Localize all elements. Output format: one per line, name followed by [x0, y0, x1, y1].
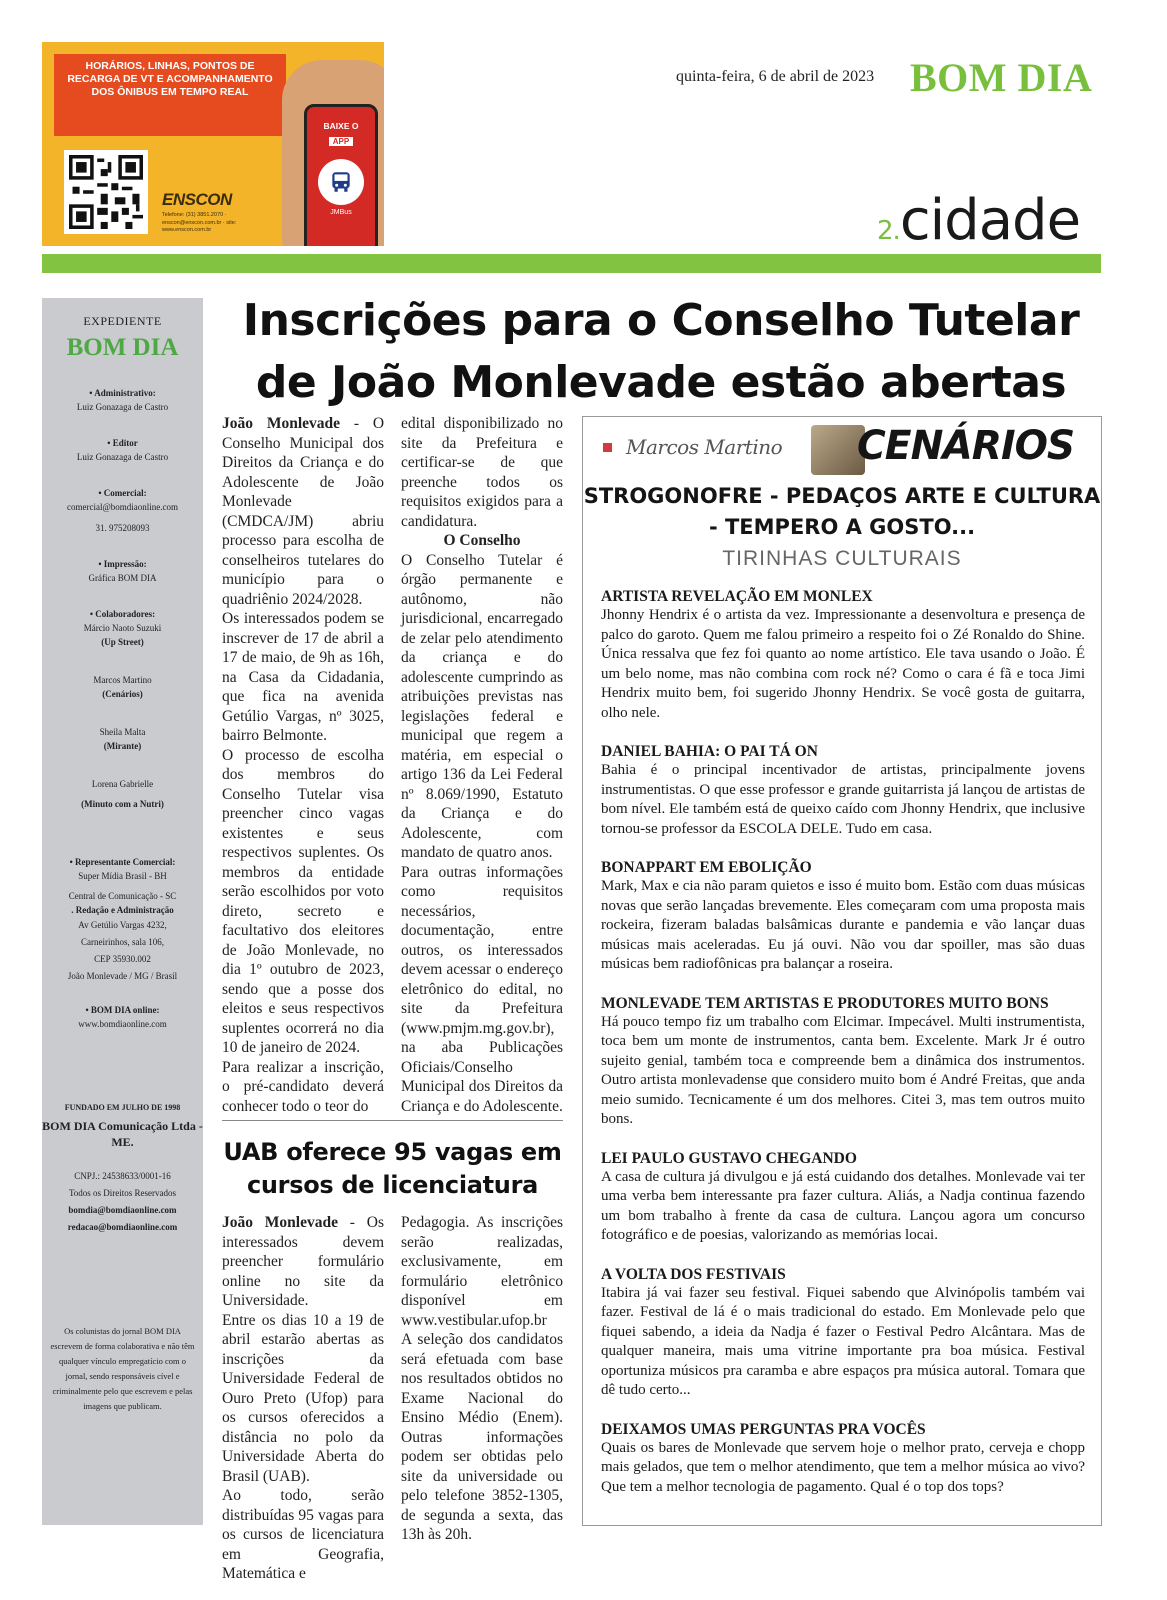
- rep-value: Super Mídia Brasil - BH: [78, 871, 167, 881]
- article1-column-2: [401, 414, 563, 1116]
- staff-label: • Comercial:: [98, 488, 147, 498]
- staff-label: • Editor: [107, 438, 138, 448]
- newspaper-brand: BOM DIA: [910, 55, 1093, 100]
- paragraph-text: - O Conselho Municipal dos Direitos da Criança e do Adolescente de João Monlevade (CMDCA/JM) abriu processo para escolha de conselheiros tutelares do município para o quadriênio 2024/2028.: [222, 415, 385, 608]
- section-heading: DEIXAMOS UMAS PERGUNTAS PRA VOCÊS: [601, 1420, 926, 1438]
- article1-paragraph: O Conselho Tutelar é órgão permanente e autônomo, não jurisdicional, encarregado de zelar pelo atendimento da criança e do adolescente cumprindo as atribuições previstas nas legislações federal e municipal que regem a matéria, em especial o artigo 136 da Lei Federal nº 8.069/1990, Estatuto da Criança e do Adolescente, com mandato de quatro anos.: [401, 551, 563, 861]
- section-heading: DANIEL BAHIA: O PAI TÁ ON: [601, 743, 818, 760]
- address-block: [42, 917, 203, 985]
- staff-label: • Administrativo:: [89, 388, 156, 398]
- ad-brand-logo: ENSCON: [162, 190, 232, 209]
- section-text: Jhonny Hendrix é o artista da vez. Impressionante a desenvoltura e presença de palco do garoto. Quem me falou primeiro a respeito foi o Zé Ronaldo do Shine. Única ressalva que fez foi quanto ao nome artístico. Ele tava usando o João. É um belo nome, mas não combina com rock né? Como o cara é fã e toca Jimi Hendrix muito bem, foi sugerido Jhonny Hendrix. Se você gosta de guitarra, olho nele.: [601, 607, 1085, 721]
- article2-paragraph: A seleção dos candidatos será efetuada com base nos resultados obtidos no Exame Nacional do Ensino Médio (Enem). Outras informações podem ser obtidas pelo site da universidade ou pelo telefone 3852-1305, de segunda a sexta, das 13h às 20h.: [401, 1331, 563, 1543]
- expediente-sidebar: [42, 298, 203, 1525]
- rights: Todos os Direitos Reservados: [68, 1188, 177, 1198]
- article-divider: [222, 1120, 563, 1121]
- article1-paragraph: O processo de escolha dos membros do Conselho Tutelar visa preencher cinco vagas existentes e seus respectivos suplentes. Os membros da entidade serão escolhidos por voto direto, secreto e facultativo dos eleitores de João Monlevade, no dia 1º outubro de 2023, sendo que a posse dos eleitos e seus respectivos suplentes ocorrerá no dia 10 de janeiro de 2024.: [222, 746, 384, 1056]
- column-section: [601, 858, 1085, 975]
- expediente-label: EXPEDIENTE: [83, 314, 162, 328]
- website-link[interactable]: www.bomdiaonline.com: [78, 1019, 167, 1029]
- secondary-headline: UAB oferece 95 vagas em cursos de licenciatura: [223, 1138, 562, 1199]
- address-line: Carneirinhos, sala 106,: [81, 937, 164, 947]
- article1-paragraph: Para outras informações como requisitos necessários, documentação, entre outros, os interessados devem acessar o endereço eletrônico do edital, no site da Prefeitura (www.pmjm.mg.gov.br), na aba Publicações Oficiais/Conselho Municipal dos Direitos da Criança e do Adolescente.: [401, 863, 563, 1115]
- collaborators-label: • Colaboradores:: [89, 609, 156, 619]
- staff-commercial: [42, 486, 203, 535]
- bus-icon: [318, 159, 364, 205]
- qr-code-icon: [64, 150, 148, 234]
- app-name: JMBus: [330, 209, 352, 216]
- collaborators-block: [42, 607, 203, 811]
- collaborator-name: Márcio Naoto Suzuki: [83, 623, 162, 633]
- section-title: [877, 188, 1080, 253]
- column-body: [601, 585, 1085, 1516]
- staff-admin: [42, 386, 203, 414]
- commercial-phone: 31. 975208093: [95, 523, 150, 533]
- column-headline: STROGONOFRE - PEDAÇOS ARTE E CULTURA - TEMPERO A GOSTO...: [583, 484, 1101, 539]
- rep-value: Central de Comunicação - SC: [68, 891, 177, 901]
- dateline: João Monlevade: [222, 1214, 338, 1231]
- header-divider-bar: [42, 254, 1101, 273]
- section-heading: A VOLTA DOS FESTIVAIS: [601, 1265, 786, 1283]
- sidebar-brand: BOM DIA: [66, 334, 179, 361]
- legal-block: [42, 1168, 203, 1236]
- column-section: [601, 1265, 1085, 1401]
- staff-value: Gráfica BOM DIA: [88, 573, 157, 583]
- phone-app-label: APP: [329, 137, 353, 146]
- column-title: CENÁRIOS: [857, 423, 1075, 469]
- article1-paragraph: Para realizar a inscrição, o pré-candidato deverá conhecer todo o teor do: [222, 1058, 384, 1115]
- article2-paragraph: Entre os dias 10 a 19 de abril estarão abertas as inscrições da Universidade Federal de Ouro Preto (Ufop) para os cursos oferecidos a distância no polo da Universidade Aberta do Brasil (UAB).: [222, 1311, 384, 1485]
- section-heading: MONLEVADE TEM ARTISTAS E PRODUTORES MUITO BONS: [601, 994, 1049, 1012]
- article2-paragraph: Ao todo, serão distribuídas 95 vagas para os cursos de licenciatura em Geografia, Matemática e: [222, 1487, 384, 1582]
- phone-illustration: [304, 104, 378, 246]
- article1-paragraph: [222, 414, 384, 609]
- collaborator-column: (Mirante): [103, 741, 142, 751]
- phone-cta: BAIXE O: [323, 121, 359, 131]
- section-text: Há pouco tempo fiz um trabalho com Elcimar. Impecável. Multi instrumentista, toca bem um monte de instrumentos, canta bem. Excelente. Mark Jr é outro sujeito genial, também toca e compreende bem a dinâmica dos instrumentos. Outro artista monlevadense que considero muito bom é André Freitas, que anda meio sumido. Tecnicamente é um dos melhores. Citei 3, mas tem outros muito bons.: [601, 1013, 1085, 1127]
- address-line: João Monlevade / MG / Brasil: [67, 971, 178, 981]
- address-line: CEP 35930.002: [94, 954, 151, 964]
- article2-paragraph: [222, 1213, 384, 1311]
- address-line: Av Getúlio Vargas 4232,: [78, 920, 167, 930]
- online-block: [42, 1003, 203, 1031]
- staff-editor: [42, 436, 203, 464]
- collaborator-column: (Minuto com a Nutri): [81, 799, 164, 809]
- email-link[interactable]: redacao@bomdiaonline.com: [67, 1222, 178, 1232]
- section-text: Itabira já vai fazer seu festival. Fiquei sabendo que Alvinópolis também vai fazer. Festival de lá é o mais tradicional do estado. Em Monlevade pelo que fiquei sabendo, a ideia da Nadja é fazer o Festival Pedro Alcântara. Mas de qualquer maneira, mais uma vitrine importante pra boa música. Festival oportuniza músicos pra caramba e abre espaços pra música autoral. Tomara que dê tudo certo...: [601, 1284, 1085, 1398]
- advertisement[interactable]: [42, 42, 384, 246]
- section-text: Bahia é o principal incentivador de artistas, principalmente jovens instrumentistas. O que esse professor e grande guitarrista já lançou de artistas de bom nível. Ele também está de queixo caído com Jhonny Hendrix, que inclusive tornou-se professor da ESCOLA DELE. Tudo em casa.: [601, 762, 1085, 837]
- cnpj: CNPJ.: 24538633/0001-16: [74, 1171, 171, 1181]
- column-section: [601, 1420, 1085, 1498]
- column-section: [601, 587, 1085, 723]
- staff-value: Luiz Gonazaga de Castro: [76, 402, 169, 412]
- article2-column-2: [401, 1213, 563, 1545]
- article2-paragraph-continued: Pedagogia. As inscrições serão realizadas, exclusivamente, em formulário eletrônico disponível em www.vestibular.ufop.br: [401, 1214, 563, 1329]
- redacao-label: . Redação e Administração: [71, 905, 174, 915]
- paragraph-text: - Os interessados devem preencher formulário online no site da Universidade.: [222, 1214, 385, 1309]
- staff-label: • Impressão:: [98, 559, 147, 569]
- section-number: 2.: [877, 216, 900, 246]
- collaborator-column: (Cenários): [102, 689, 143, 699]
- founded-label: FUNDADO EM JULHO DE 1998: [64, 1103, 181, 1112]
- disclaimer-note: Os colunistas do jornal BOM DIA escrevem de forma colaborativa e não têm qualquer vínculo empregatício com o jornal, sendo responsáveis cível e criminalmente pelo que escrevem e pelas imagens que publicam.: [50, 1326, 195, 1411]
- issue-date: quinta-feira, 6 de abril de 2023: [676, 68, 875, 85]
- staff-print: [42, 557, 203, 585]
- staff-value: Luiz Gonazaga de Castro: [76, 452, 169, 462]
- email-link[interactable]: bomdia@bomdiaonline.com: [68, 1205, 177, 1215]
- collaborator-name: Sheila Malta: [99, 727, 146, 737]
- collaborator-name: Marcos Martino: [93, 675, 152, 685]
- collaborator-name: Lorena Gabrielle: [91, 779, 154, 789]
- section-name: cidade: [899, 188, 1081, 253]
- column-author-block: [603, 435, 782, 459]
- online-label: • BOM DIA online:: [85, 1005, 160, 1015]
- section-text: Mark, Max e cia não param quietos e isso é muito bom. Estão com duas músicas novas que serão lançadas brevemente. Eles começaram com uma proposta mais rockeira, fizeram baladas balsâmicas durante e pandemia e vão lançar duas músicas mais aceleradas. Eu já ouvi. Não vou dar spoiller, mas são duas músicas bem radiofônicas pra balançar a roseira.: [601, 878, 1085, 972]
- article1-column-1: [222, 414, 384, 1116]
- column-author: Marcos Martino: [626, 435, 783, 459]
- section-text: A casa de cultura já divulgou e já está cuidando dos detalhes. Monlevade vai ter uma verba bem interessante pra fazer cultura. Aliás, a Nadja continua fazendo um bom trabalho à frente da casa de cultura. Lançou agora um concurso fotográfico e de poesias, valorizando as memórias locai.: [601, 1168, 1085, 1243]
- ad-contact-text: Telefone: (31) 3851.2070 · enscon@enscon.com.br · site: www.enscon.com.br: [162, 212, 237, 233]
- bullet-square-icon: [603, 443, 612, 452]
- section-heading: ARTISTA REVELAÇÃO EM MONLEX: [601, 588, 873, 605]
- commercial-email[interactable]: comercial@bomdiaonline.com: [66, 502, 178, 512]
- article2-column-1: [222, 1213, 384, 1584]
- section-text: Quais os bares de Monlevade que servem hoje o melhor prato, cerveja e chopp mais gelados, que tem o melhor atendimento, que tem a melhor música ao vivo? Que tem a melhor tecnologia de pagamento. Qual é o top dos tops?: [601, 1439, 1085, 1495]
- article1-paragraph: Os interessados podem se inscrever de 17 de abril a 17 de maio, de 9h as 16h, na Casa da Cidadania, que fica na avenida Getúlio Vargas, nº 3025, bairro Belmonte.: [222, 610, 384, 744]
- dateline: João Monlevade: [222, 415, 341, 432]
- column-subtitle: TIRINHAS CULTURAIS: [722, 547, 962, 570]
- ad-banner-text: HORÁRIOS, LINHAS, PONTOS DE RECARGA DE VT E ACOMPANHAMENTO DOS ÔNIBUS EM TEMPO REAL: [54, 54, 286, 136]
- rep-label: • Representante Comercial:: [69, 857, 176, 867]
- column-section: [601, 1149, 1085, 1246]
- representative-block: [42, 855, 203, 985]
- main-headline: Inscrições para o Conselho Tutelar de João Monlevade estão abertas: [242, 295, 1080, 408]
- column-section: [601, 994, 1085, 1130]
- article1-paragraph-continued: edital disponibilizado no site da Prefeitura e certificar-se de que preenche todos os requisitos exigidos para a candidatura.: [401, 415, 563, 530]
- section-heading: LEI PAULO GUSTAVO CHEGANDO: [601, 1149, 857, 1167]
- cenarios-column-box: [582, 416, 1102, 1526]
- article1-subhead: O Conselho: [443, 532, 521, 549]
- section-heading: BONAPPART EM EBOLIÇÃO: [601, 859, 812, 876]
- collaborator-column: (Up Street): [101, 637, 144, 647]
- column-section: [601, 742, 1085, 839]
- company-name: BOM DIA Comunicação Ltda - ME.: [42, 1119, 203, 1149]
